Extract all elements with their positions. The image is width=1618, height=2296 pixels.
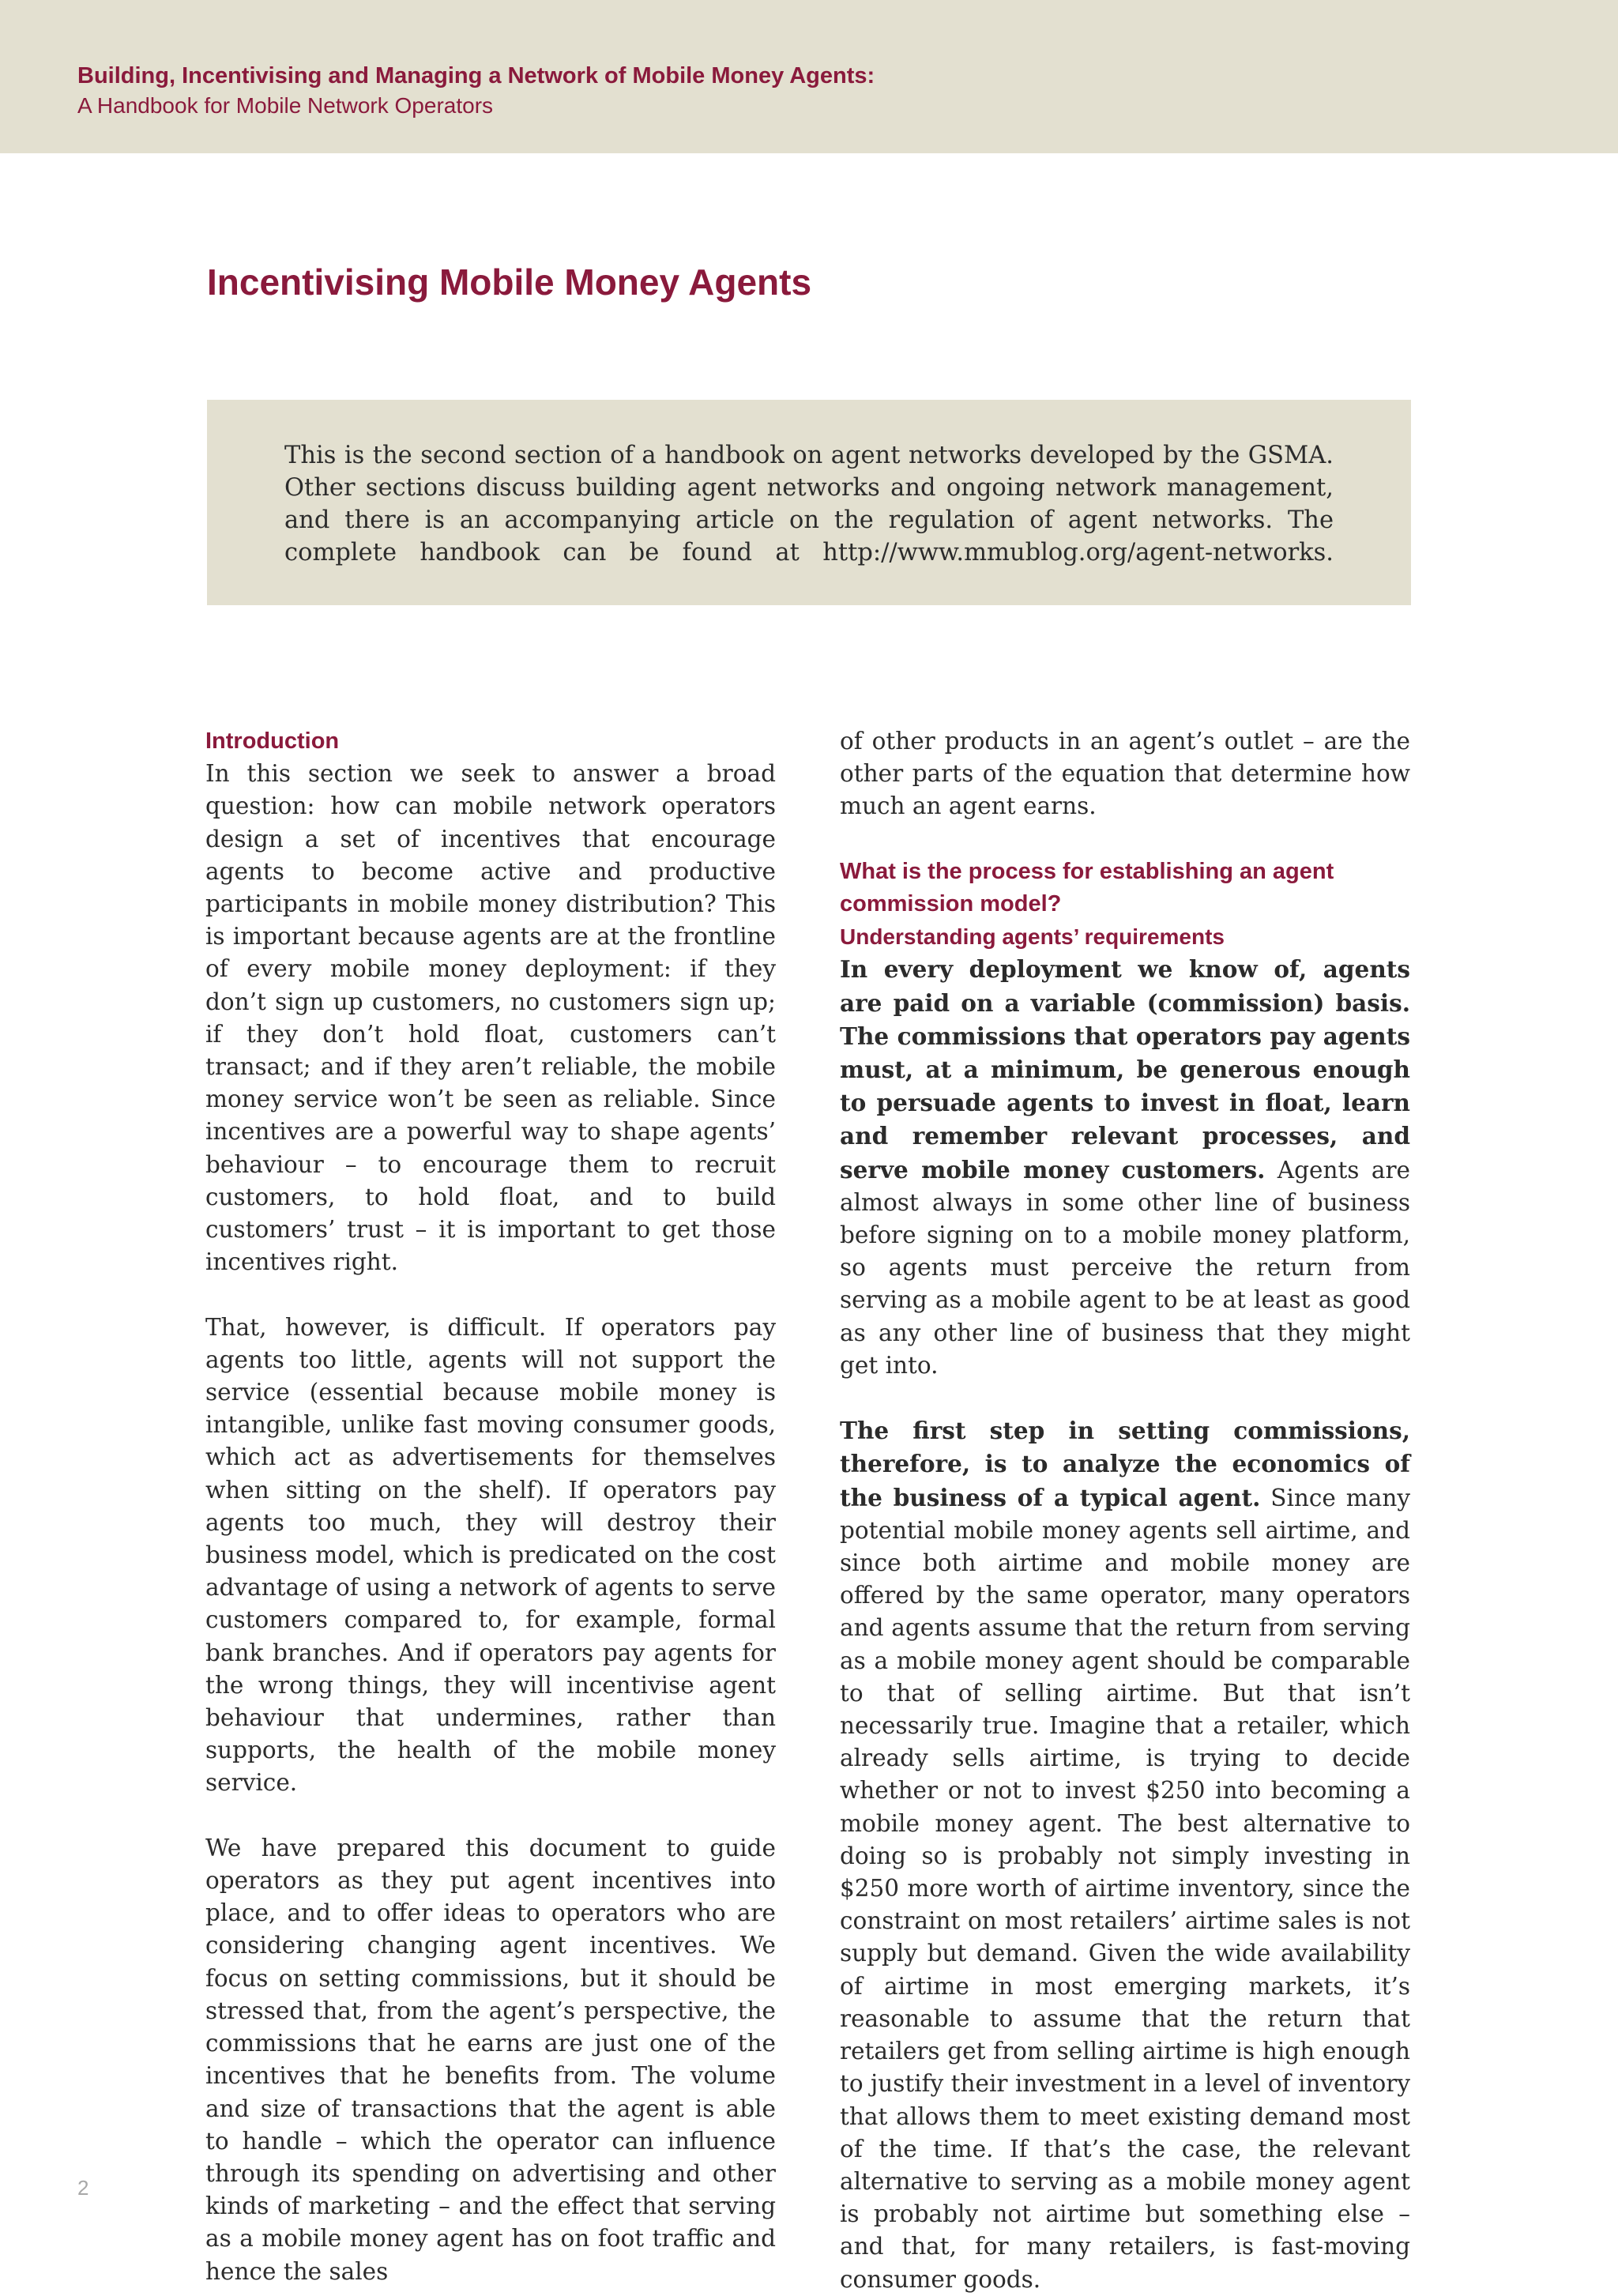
bold-lead-text: In every deployment we know of, agents are paid on a variable (commission) basis. The commissions that operators pay agents must, at a minimum, be generous enough to persuade agents to invest in float, learn and remember relevant processes, and serve mobile money customers.: [840, 955, 1410, 1184]
right-column: [840, 725, 1410, 2296]
intro-callout-text: This is the second section of a handbook on agent networks developed by the GSMA. Other sections discuss building agent networks and ongoing network management, and there is an accompanying article on the regulation of agent networks. The complete handbook can be found at http://www.mmublog.org/agent-networks.: [284, 442, 1334, 566]
body-paragraph: We have prepared this document to guide operators as they put agent incentives into place, and to offer ideas to operators who are considering changing agent incentives. We focus on setting commissions, but it should be stressed that, from the agent’s perspective, the commissions that he earns are just one of the incentives that he benefits from. The volume and size of transactions that the agent is able to handle – which the operator can influence through its spending on advertising and other kinds of marketing – and the effect that serving as a mobile money agent has on foot traffic and hence the sales: [205, 1834, 776, 2285]
body-text: Agents are almost always in some other line of business before signing on to a mobile money platform, so agents must perceive the return from serving as a mobile agent to be at least as good as any other line of business that they might get into.: [840, 1156, 1411, 1379]
paragraph-spacer: [840, 823, 1410, 856]
body-paragraph: [840, 953, 1410, 1382]
page-number: 2: [77, 2176, 89, 2200]
body-text: Since many potential mobile money agents sell airtime, and since both airtime and mobile money are offered by the same operator, many operators and agents assume that the return from serving as a mobile money agent should be comparable to that of selling airtime. But that isn’t necessarily true. Imagine that a retailer, which already sells airtime, is trying to decide whether or not to invest $250 into becoming a mobile money agent. The best alternative to doing so is probably not simply investing in $250 more worth of airtime inventory, since the constraint on most retailers’ airtime sales is not supply but demand. Given the wide availability of airtime in most emerging markets, it’s reasonable to assume that the return that retailers get from selling airtime is high enough to justify their investment in a level of inventory that allows them to meet existing demand most of the time. If that’s the case, the relevant alternative to serving as a mobile money agent is probably not airtime but something else – and that, for many retailers, is fast-moving consumer goods.: [840, 1484, 1410, 2293]
page-title: Incentivising Mobile Money Agents: [207, 262, 812, 303]
header-subtitle: A Handbook for Mobile Network Operators: [77, 93, 494, 118]
bold-lead-text: The first step in setting commissions, therefore, is to analyze the economics of the business of a typical agent.: [840, 1417, 1410, 1511]
section-heading-process: What is the process for establishing an agent commission model?: [840, 858, 1334, 917]
intro-callout-box: [207, 400, 1411, 605]
body-paragraph: That, however, is difficult. If operators pay agents too little, agents will not support the service (essential because mobile money is intangible, unlike fast moving consumer goods, which act as advertisements for themselves when sitting on the shelf). If operators pay agents too much, they will destroy their business model, which is predicated on the cost advantage of using a network of agents to serve customers compared to, for example, formal bank branches. And if operators pay agents for the wrong things, they will incentivise agent behaviour that undermines, rather than supports, the health of the mobile money service.: [205, 1313, 776, 1797]
subheading-agents-requirements: Understanding agents’ requirements: [840, 924, 1225, 950]
header-title: Building, Incentivising and Managing a Network of Mobile Money Agents:: [77, 63, 875, 88]
body-paragraph: In this section we seek to answer a broad question: how can mobile network operators design a set of incentives that encourage agents to become active and productive participants in mobile money distribution? This is important because agents are at the frontline of every mobile money deployment: if they don’t sign up customers, no customers sign up; if they don’t hold float, customers can’t transact; and if they aren’t reliable, the mobile money service won’t be seen as reliable. Since incentives are a powerful way to shape agents’ behaviour – to encourage them to recruit customers, to hold float, and to build customers’ trust – it is important to get those incentives right.: [205, 760, 776, 1276]
header-band: [0, 0, 1618, 153]
body-paragraph: [840, 1414, 1410, 2295]
body-paragraph: of other products in an agent’s outlet – are the other parts of the equation that determine how much an agent earns.: [840, 728, 1410, 820]
left-column: [205, 725, 776, 2288]
section-heading-introduction: Introduction: [205, 728, 340, 754]
